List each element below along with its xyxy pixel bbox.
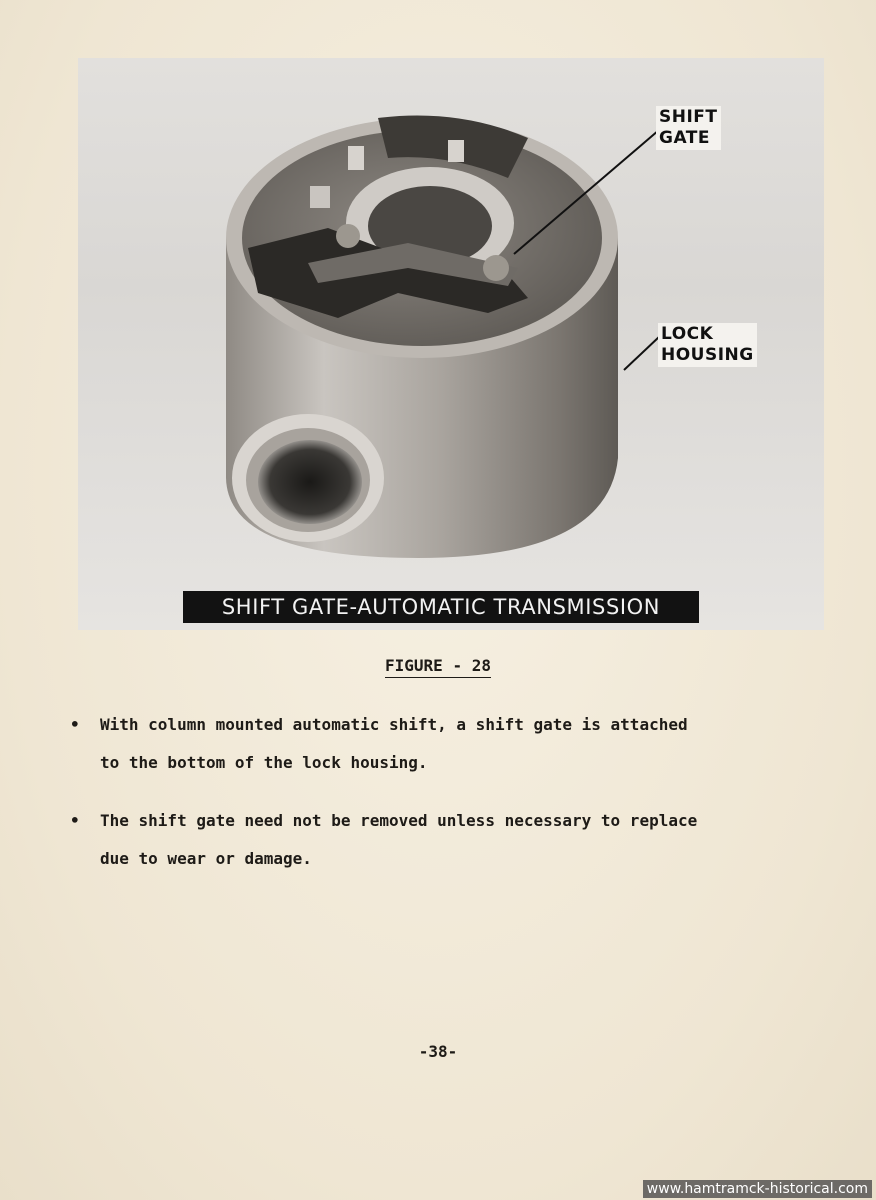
lock-housing-callout: [658, 323, 757, 367]
page-number: -38-: [418, 1042, 458, 1061]
bullet-line: The shift gate need not be removed unless necessary to replace: [100, 811, 698, 830]
bullet-line: to the bottom of the lock housing.: [100, 753, 428, 772]
bullet-line: due to wear or damage.: [100, 849, 312, 868]
figure-photo: [78, 58, 824, 630]
bullet-line: With column mounted automatic shift, a shift gate is attached: [100, 715, 688, 734]
shift-gate-callout-line-2: GATE: [659, 128, 710, 148]
lock-housing-callout-line-2: HOUSING: [661, 345, 754, 365]
lock-housing-callout-line-1: LOCK: [661, 324, 714, 344]
shift-gate-callout-line-1: SHIFT: [659, 107, 718, 127]
bullet-text: [100, 706, 830, 782]
figure-label: [0, 656, 876, 675]
bullet-marker: •: [70, 811, 80, 830]
bullet-marker: •: [70, 715, 80, 734]
figure-label-text: FIGURE - 28: [385, 656, 491, 678]
figure-caption: SHIFT GATE-AUTOMATIC TRANSMISSION: [183, 591, 699, 623]
shift-gate-callout: [656, 106, 721, 150]
bullet-text: [100, 802, 830, 878]
watermark: www.hamtramck-historical.com: [643, 1180, 872, 1198]
